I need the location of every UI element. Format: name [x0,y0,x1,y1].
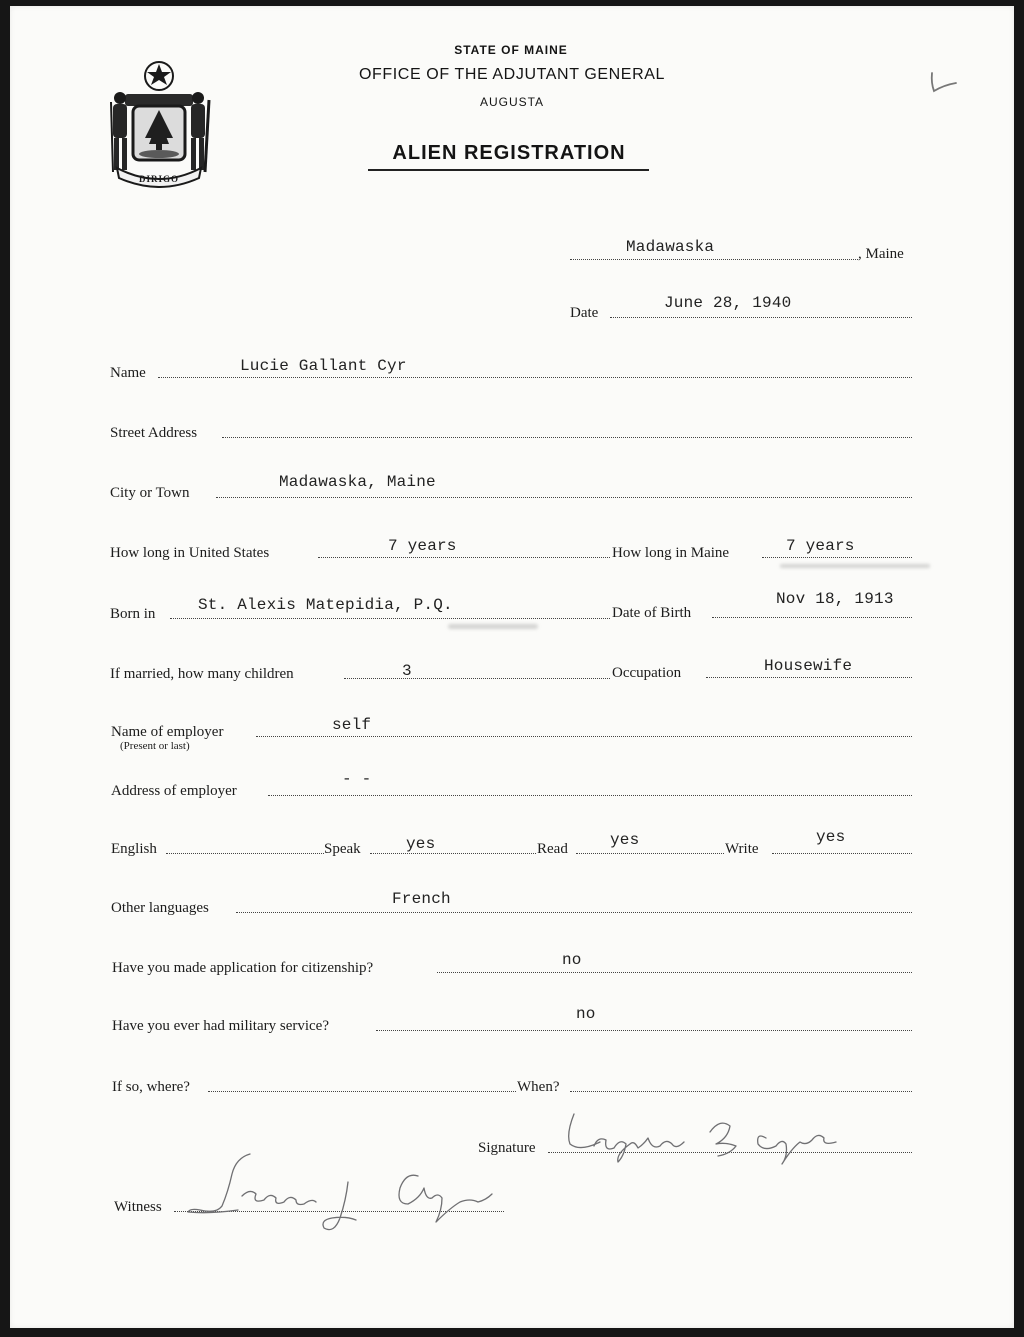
born-in-label: Born in [110,606,156,622]
occupation-label: Occupation [612,665,682,681]
state-heading: STATE OF MAINE [454,43,568,57]
military-value: no [576,1005,596,1023]
speak-label: Speak [324,841,361,857]
military-line [376,1030,912,1031]
ink-smudge [448,624,538,629]
date-of-birth-value: Nov 18, 1913 [776,590,894,608]
city-or-town-value: Madawaska, Maine [279,473,436,491]
employer-address-value: - - [342,770,372,788]
place-line [570,259,858,260]
place-suffix: , Maine [858,246,904,262]
name-label: Name [110,365,146,381]
ink-smudge [780,564,930,568]
city-heading: AUGUSTA [479,95,545,109]
title-underline [368,169,649,171]
applicant-signature [560,1108,850,1168]
name-value: Lucie Gallant Cyr [240,357,407,375]
read-value: yes [610,831,640,849]
how-long-maine-value: 7 years [786,537,855,555]
military-label: Have you ever had military service? [112,1018,329,1034]
signature-label: Signature [478,1140,536,1156]
speak-value: yes [406,835,436,853]
employer-address-line [268,795,912,796]
date-of-birth-label: Date of Birth [612,605,692,621]
citizenship-label: Have you made application for citizenship? [112,960,374,976]
how-long-maine-label: How long in Maine [612,545,730,561]
children-line [344,678,610,679]
date-value: June 28, 1940 [664,294,792,312]
write-value: yes [816,828,846,846]
office-heading: OFFICE OF THE ADJUTANT GENERAL [358,66,666,83]
name-line [158,377,912,378]
other-languages-label: Other languages [111,900,209,916]
witness-signature [180,1148,500,1244]
how-long-maine-line [762,557,912,558]
write-label: Write [725,841,759,857]
employer-address-label: Address of employer [111,783,237,799]
occupation-line [706,677,912,678]
other-languages-value: French [392,890,451,908]
citizenship-line [437,972,912,973]
children-label: If married, how many children [110,666,294,682]
svg-text:DIRIGO: DIRIGO [138,174,180,184]
speak-line [370,853,536,854]
street-address-label: Street Address [110,425,198,441]
when-label: When? [517,1079,560,1095]
check-mark-icon [926,69,960,95]
born-in-value: St. Alexis Matepidia, P.Q. [198,596,453,614]
street-address-line [222,437,912,438]
form-title: ALIEN REGISTRATION [392,142,626,164]
read-label: Read [537,841,568,857]
english-label: English [111,841,157,857]
english-line [166,853,324,854]
children-value: 3 [402,662,412,680]
date-of-birth-line [712,617,912,618]
date-label: Date [570,305,599,321]
place-value: Madawaska [626,238,715,256]
employer-sublabel: (Present or last) [120,740,190,752]
city-or-town-label: City or Town [110,485,190,501]
date-line [610,317,912,318]
if-so-where-label: If so, where? [112,1079,190,1095]
employer-label: Name of employer [111,724,224,740]
write-line [772,853,912,854]
other-languages-line [236,912,912,913]
born-in-line [170,618,610,619]
employer-line [256,736,912,737]
occupation-value: Housewife [764,657,853,675]
how-long-us-line [318,557,610,558]
when-line [570,1091,912,1092]
read-line [576,853,724,854]
how-long-us-label: How long in United States [110,545,270,561]
citizenship-value: no [562,951,582,969]
city-or-town-line [216,497,912,498]
witness-label: Witness [114,1199,162,1215]
employer-value: self [332,716,372,734]
how-long-us-value: 7 years [388,537,457,555]
if-so-where-line [208,1091,516,1092]
